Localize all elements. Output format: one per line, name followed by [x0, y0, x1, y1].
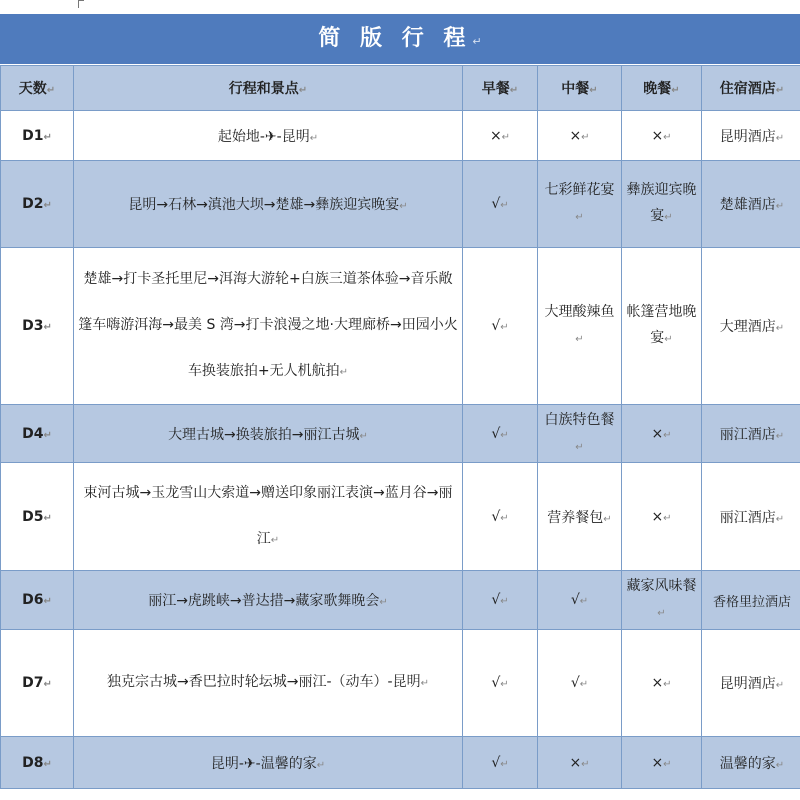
hotel-cell: 丽江酒店↵ [702, 405, 800, 463]
breakfast-cell: √↵ [463, 463, 538, 571]
route-cell: 大理古城→换装旅拍→丽江古城↵ [74, 405, 463, 463]
route-cell: 昆明→石林→滇池大坝→楚雄→彝族迎宾晚宴↵ [74, 161, 463, 248]
itinerary-title [0, 14, 800, 65]
dinner-cell: ×↵ [622, 630, 702, 737]
breakfast-cell: √↵ [463, 737, 538, 789]
route-cell: 起始地-✈-昆明↵ [74, 111, 463, 161]
lunch-cell: 大理酸辣鱼↵ [538, 248, 622, 405]
header-lunch: 中餐↵ [538, 66, 622, 111]
breakfast-cell: √↵ [463, 630, 538, 737]
breakfast-cell: √↵ [463, 161, 538, 248]
table-row [1, 111, 800, 161]
day-cell: D2↵ [1, 161, 74, 248]
hotel-cell: 温馨的家↵ [702, 737, 800, 789]
breakfast-cell: √↵ [463, 571, 538, 630]
day-cell: D1↵ [1, 111, 74, 161]
title-text: 简 版 行 程 [318, 26, 472, 51]
lunch-cell: 营养餐包↵ [538, 463, 622, 571]
breakfast-cell: √↵ [463, 405, 538, 463]
table-row [1, 405, 800, 463]
route-cell: 昆明-✈-温馨的家↵ [74, 737, 463, 789]
lunch-cell: √↵ [538, 571, 622, 630]
dinner-cell: ×↵ [622, 405, 702, 463]
header-hotel: 住宿酒店↵ [702, 66, 800, 111]
dinner-cell: 帐篷营地晚宴↵ [622, 248, 702, 405]
header-row [1, 66, 800, 111]
day-cell: D3↵ [1, 248, 74, 405]
lunch-cell: ×↵ [538, 737, 622, 789]
table-row [1, 248, 800, 405]
hotel-cell: 昆明酒店↵ [702, 630, 800, 737]
hotel-cell: 大理酒店↵ [702, 248, 800, 405]
itinerary-table [0, 65, 800, 789]
day-cell: D8↵ [1, 737, 74, 789]
dinner-cell: ×↵ [622, 737, 702, 789]
dinner-cell: 藏家风味餐↵ [622, 571, 702, 630]
day-cell: D6↵ [1, 571, 74, 630]
day-cell: D7↵ [1, 630, 74, 737]
route-cell: 独克宗古城→香巴拉时轮坛城→丽江-（动车）-昆明↵ [74, 630, 463, 737]
table-row [1, 630, 800, 737]
route-cell: 楚雄→打卡圣托里尼→洱海大游轮+白族三道茶体验→音乐敞篷车嗨游洱海→最美 S 湾→打卡浪漫之地·大理廊桥→田园小火车换装旅拍+无人机航拍↵ [74, 248, 463, 405]
hotel-cell: 丽江酒店↵ [702, 463, 800, 571]
lunch-cell: 白族特色餐↵ [538, 405, 622, 463]
hotel-cell: 昆明酒店↵ [702, 111, 800, 161]
route-cell: 丽江→虎跳峡→普达措→藏家歌舞晚会↵ [74, 571, 463, 630]
route-cell: 束河古城→玉龙雪山大索道→赠送印象丽江表演→蓝月谷→丽江↵ [74, 463, 463, 571]
lunch-cell: 七彩鲜花宴↵ [538, 161, 622, 248]
dinner-cell: ×↵ [622, 111, 702, 161]
dinner-cell: ×↵ [622, 463, 702, 571]
header-route: 行程和景点↵ [74, 66, 463, 111]
lunch-cell: ×↵ [538, 111, 622, 161]
table-row [1, 571, 800, 630]
day-cell: D5↵ [1, 463, 74, 571]
hotel-cell: 香格里拉酒店 [702, 571, 800, 630]
header-dinner: 晚餐↵ [622, 66, 702, 111]
header-breakfast: 早餐↵ [463, 66, 538, 111]
header-day: 天数↵ [1, 66, 74, 111]
page-corner-mark [78, 0, 84, 8]
breakfast-cell: ×↵ [463, 111, 538, 161]
lunch-cell: √↵ [538, 630, 622, 737]
breakfast-cell: √↵ [463, 248, 538, 405]
table-row [1, 737, 800, 789]
day-cell: D4↵ [1, 405, 74, 463]
table-row [1, 463, 800, 571]
hotel-cell: 楚雄酒店↵ [702, 161, 800, 248]
table-row [1, 161, 800, 248]
dinner-cell: 彝族迎宾晚宴↵ [622, 161, 702, 248]
paragraph-mark: ↵ [472, 35, 482, 48]
